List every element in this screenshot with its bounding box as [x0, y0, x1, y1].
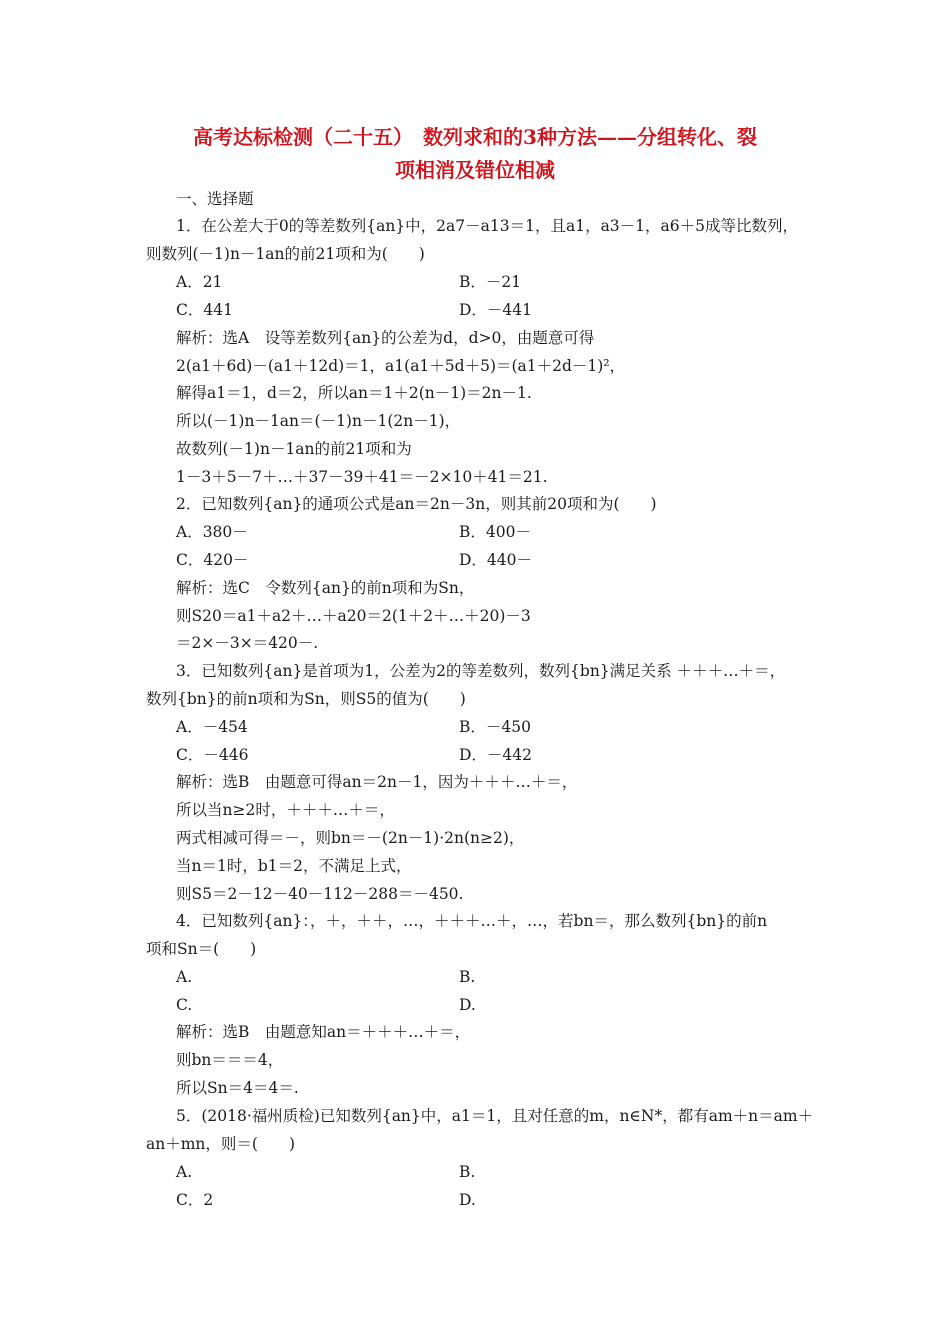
q4-option-d: D.: [459, 996, 476, 1014]
q5-option-d: D.: [459, 1191, 476, 1209]
document-title-line-1: 高考达标检测（二十五） 数列求和的3种方法——分组转化、裂: [193, 125, 757, 149]
q3-solution-line: 两式相减可得＝－，则bn＝－(2n－1)·2n(n≥2)，: [176, 829, 525, 847]
q3-stem-cont: 数列{bn}的前n项和为Sn，则S5的值为( ): [146, 690, 466, 708]
q2-solution-line: 则S20＝a1＋a2＋…＋a20＝2(1＋2＋…＋20)－3: [176, 607, 531, 625]
q4-solution-line: 则bn＝＝＝4，: [176, 1051, 284, 1069]
q1-option-b: B．－21: [459, 273, 522, 291]
q3-solution-line: 解析：选B 由题意可得an＝2n－1，因为＋＋＋…＋＝，: [176, 773, 578, 791]
q3-solution-line: 所以当n≥2时，＋＋＋…＋＝，: [176, 801, 395, 819]
q2-option-c: C．420－: [176, 551, 249, 569]
q1-solution-line: 1－3＋5－7＋…＋37－39＋41＝－2×10＋41＝21.: [176, 468, 548, 486]
document-title-line-2: 项相消及错位相减: [395, 158, 555, 182]
q5-stem-cont: an＋mn，则＝( ): [146, 1135, 295, 1153]
q4-option-b: B.: [459, 968, 476, 986]
q1-stem-cont: 则数列(－1)n－1an的前21项和为( ): [146, 245, 425, 263]
q3-stem: 3．已知数列{an}是首项为1，公差为2的等差数列，数列{bn}满足关系 ＋＋＋…＋＝，: [176, 662, 786, 680]
section-heading: 一、选择题: [176, 190, 254, 208]
q4-option-c: C.: [176, 996, 193, 1014]
q3-option-d: D．－442: [459, 746, 533, 764]
q2-option-b: B．400－: [459, 523, 531, 541]
q3-solution-line: 则S5＝2－12－40－112－288＝－450.: [176, 885, 464, 903]
q1-solution-line: 解得a1＝1，d＝2，所以an＝1＋2(n－1)＝2n－1.: [176, 384, 532, 402]
q4-solution-line: 解析：选B 由题意知an＝＋＋＋…＋＝，: [176, 1023, 471, 1041]
q1-solution-line: 所以(－1)n－1an＝(－1)n－1(2n－1)，: [176, 412, 461, 430]
q5-option-b: B.: [459, 1163, 476, 1181]
q1-option-c: C．441: [176, 301, 233, 319]
q3-option-a: A．－454: [176, 718, 248, 736]
q4-option-a: A.: [176, 968, 193, 986]
q1-solution-line: 故数列(－1)n－1an的前21项和为: [176, 440, 412, 458]
q5-option-c: C．2: [176, 1191, 214, 1209]
q1-stem: 1．在公差大于0的等差数列{an}中，2a7－a13＝1，且a1，a3－1，a6＋5成等比数列，: [176, 217, 798, 235]
q1-option-d: D．－441: [459, 301, 533, 319]
q3-option-c: C．－446: [176, 746, 249, 764]
q1-solution-line: 解析：选A 设等差数列{an}的公差为d，d>0，由题意可得: [176, 329, 595, 347]
q3-solution-line: 当n＝1时，b1＝2，不满足上式，: [176, 857, 412, 875]
q4-solution-line: 所以Sn＝4＝4＝.: [176, 1079, 299, 1097]
q3-option-b: B．－450: [459, 718, 531, 736]
q2-solution-line: 解析：选C 令数列{an}的前n项和为Sn，: [176, 579, 475, 597]
q2-option-d: D．440－: [459, 551, 533, 569]
q1-option-a: A．21: [176, 273, 223, 291]
q5-option-a: A.: [176, 1163, 193, 1181]
q2-solution-line: ＝2×－3×＝420－.: [176, 634, 319, 652]
q2-stem: 2．已知数列{an}的通项公式是an＝2n－3n，则其前20项和为( ): [176, 495, 657, 513]
q5-stem: 5．(2018·福州质检)已知数列{an}中，a1＝1，且对任意的m，n∈N*，都有am＋n＝am＋: [176, 1107, 814, 1125]
q4-stem-cont: 项和Sn＝( ): [146, 940, 257, 958]
q4-stem: 4．已知数列{an}：，＋，＋＋，…，＋＋＋…＋，…，若bn＝，那么数列{bn}的前n: [176, 912, 768, 930]
q2-option-a: A．380－: [176, 523, 248, 541]
q1-solution-line: 2(a1＋6d)－(a1＋12d)＝1，a1(a1＋5d＋5)＝(a1＋2d－1)²，: [176, 357, 626, 375]
